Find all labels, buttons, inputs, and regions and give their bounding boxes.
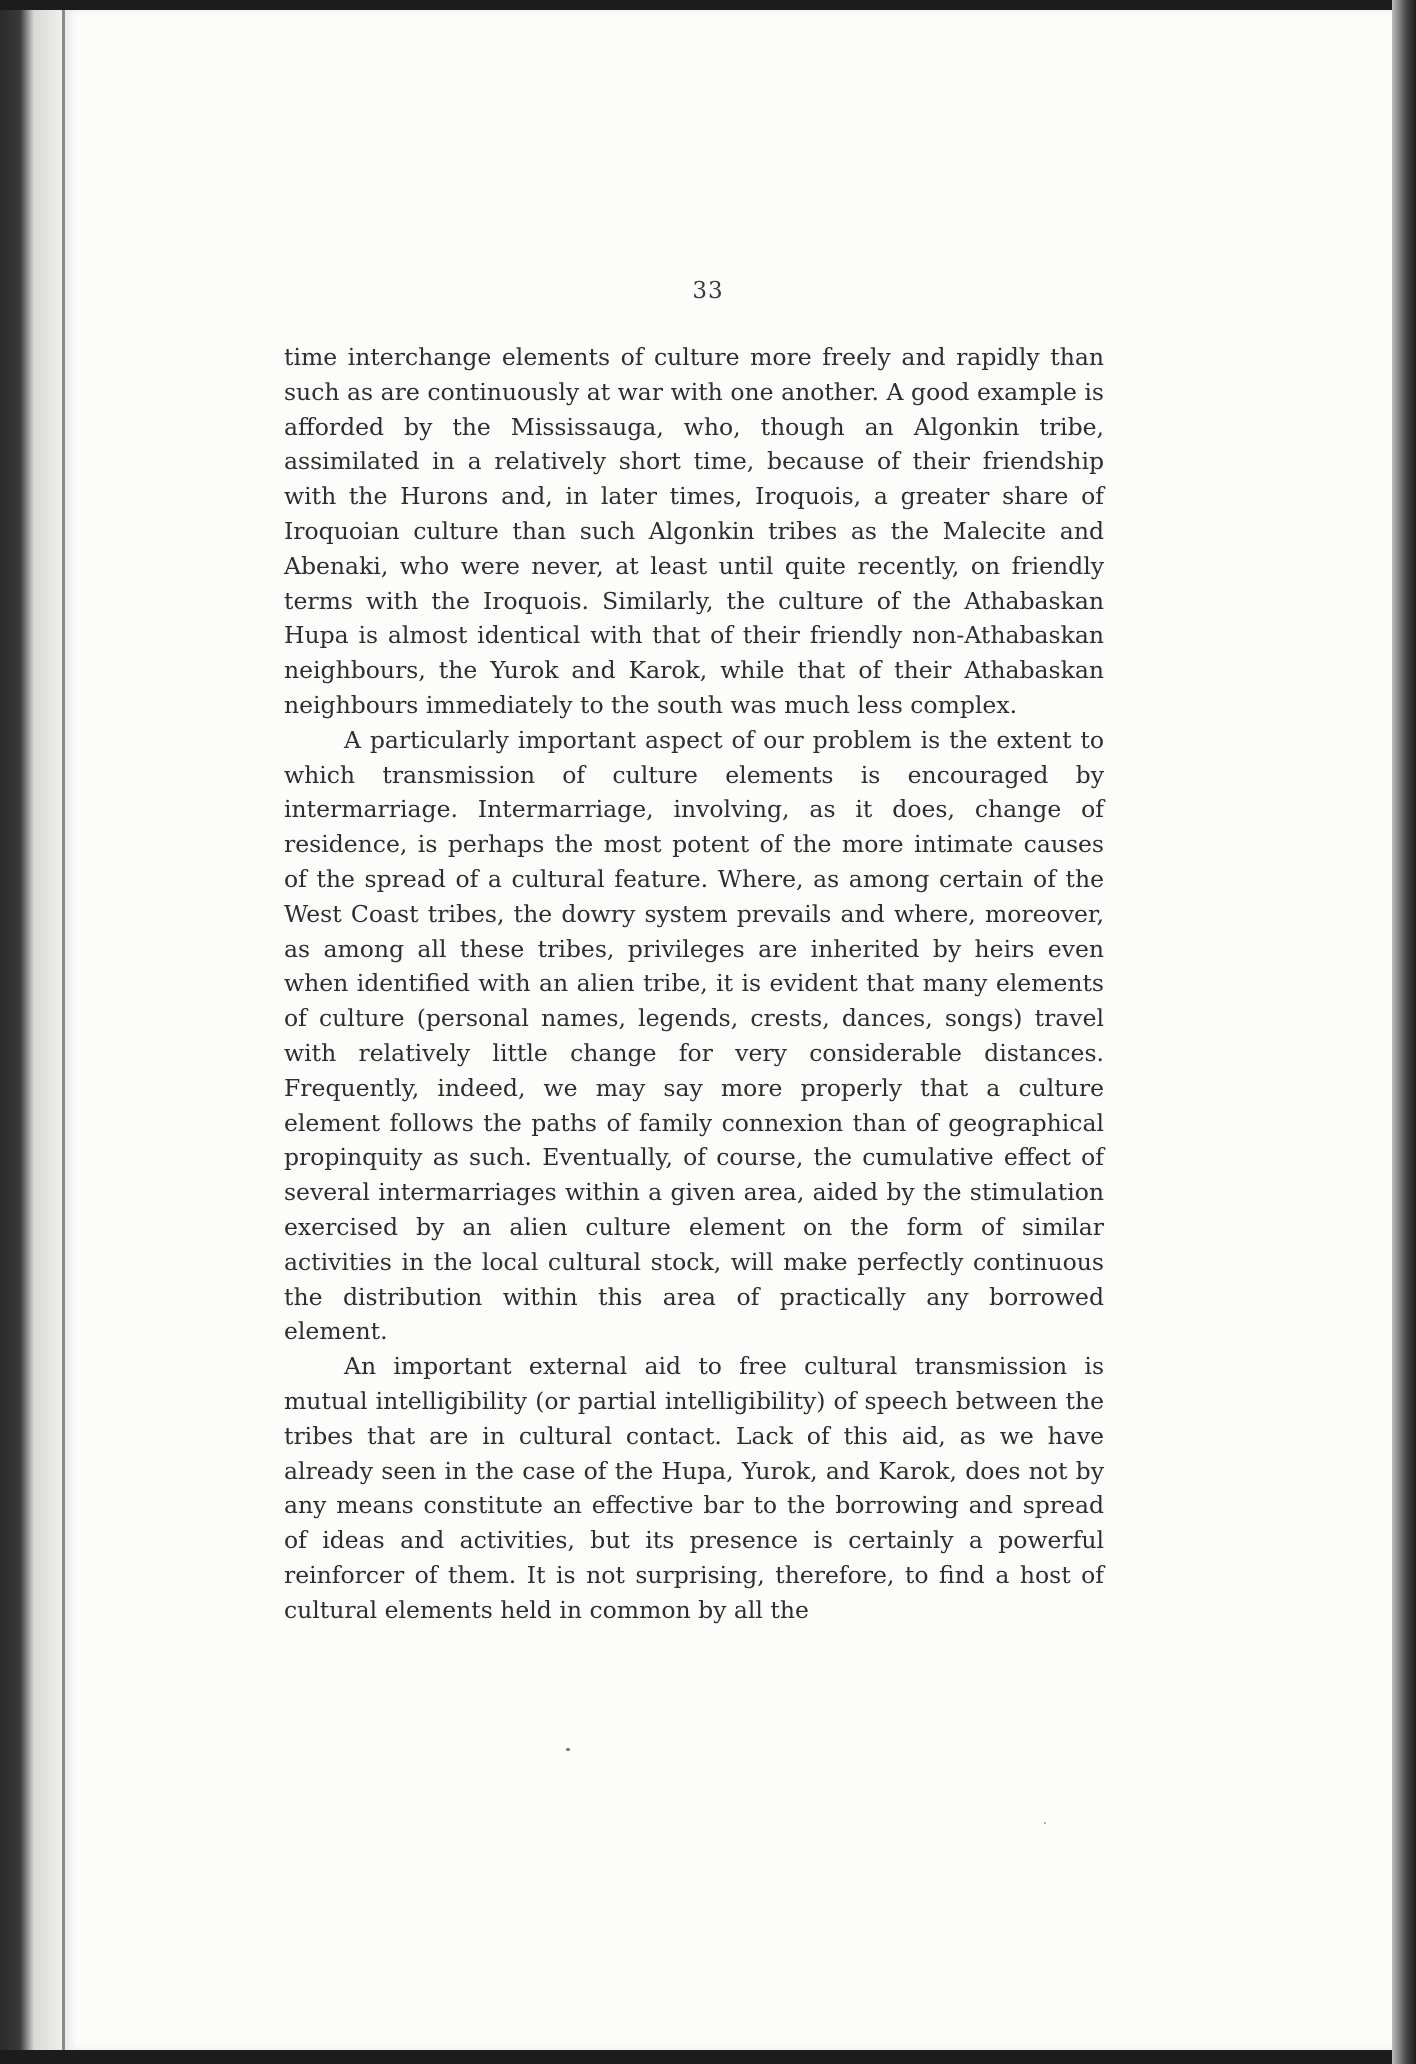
page-number: 33 [692, 278, 724, 304]
body-text [284, 340, 1104, 1627]
scan-speck [1044, 1822, 1046, 1824]
paragraph-continued: time interchange elements of culture more freely and rapidly than such as are continuously at war with one another. A good example is afforded by the Mississauga, who, though an Algonkin tribe, assimilated in a relatively short time, because of their friendship with the Hurons and, in later times, Iroquois, a greater share of Iroquoian culture than such Algonkin tribes as the Malecite and Abenaki, who were never, at least until quite recently, on friendly terms with the Iroquois. Similarly, the culture of the Athabaskan Hupa is almost identical with that of their friendly non-Athabaskan neighbours, the Yurok and Karok, while that of their Athabaskan neighbours immediately to the south was much less complex. [284, 343, 1104, 719]
binding-gutter [0, 10, 62, 2050]
paragraph-intermarriage: A particularly important aspect of our problem is the extent to which transmission of culture elements is encouraged by intermarriage. Intermarriage, involving, as it does, change of residence, is perhaps the most potent of the more intimate causes of the spread of a cultural feature. Where, as among certain of the West Coast tribes, the dowry system prevails and where, moreover, as among all these tribes, privileges are inherited by heirs even when identified with an alien tribe, it is evident that many elements of culture (personal names, legends, crests, dances, songs) travel with relatively little change for very considerable distances. Frequently, indeed, we may say more properly that a culture element follows the paths of family connexion than of geographical propinquity as such. Eventually, of course, the cumulative effect of several intermarriages within a given area, aided by the stimulation exercised by an alien culture element on the form of similar activities in the local cultural stock, will make perfectly continuous the distribution within this area of practically any borrowed element. [284, 725, 1104, 1346]
page-edge [1392, 0, 1416, 2064]
scan-speck [566, 1748, 570, 1751]
paragraph-intelligibility: An important external aid to free cultural transmission is mutual intelligibility (or partial intelligibility) of speech between the tribes that are in cultural contact. Lack of this aid, as we have already seen in the case of the Hupa, Yurok, and Karok, does not by any means constitute an effective bar to the borrowing and spread of ideas and activities, but its presence is certainly a powerful reinforcer of them. It is not surprising, therefore, to find a host of cultural elements held in common by all the [284, 1352, 1104, 1624]
